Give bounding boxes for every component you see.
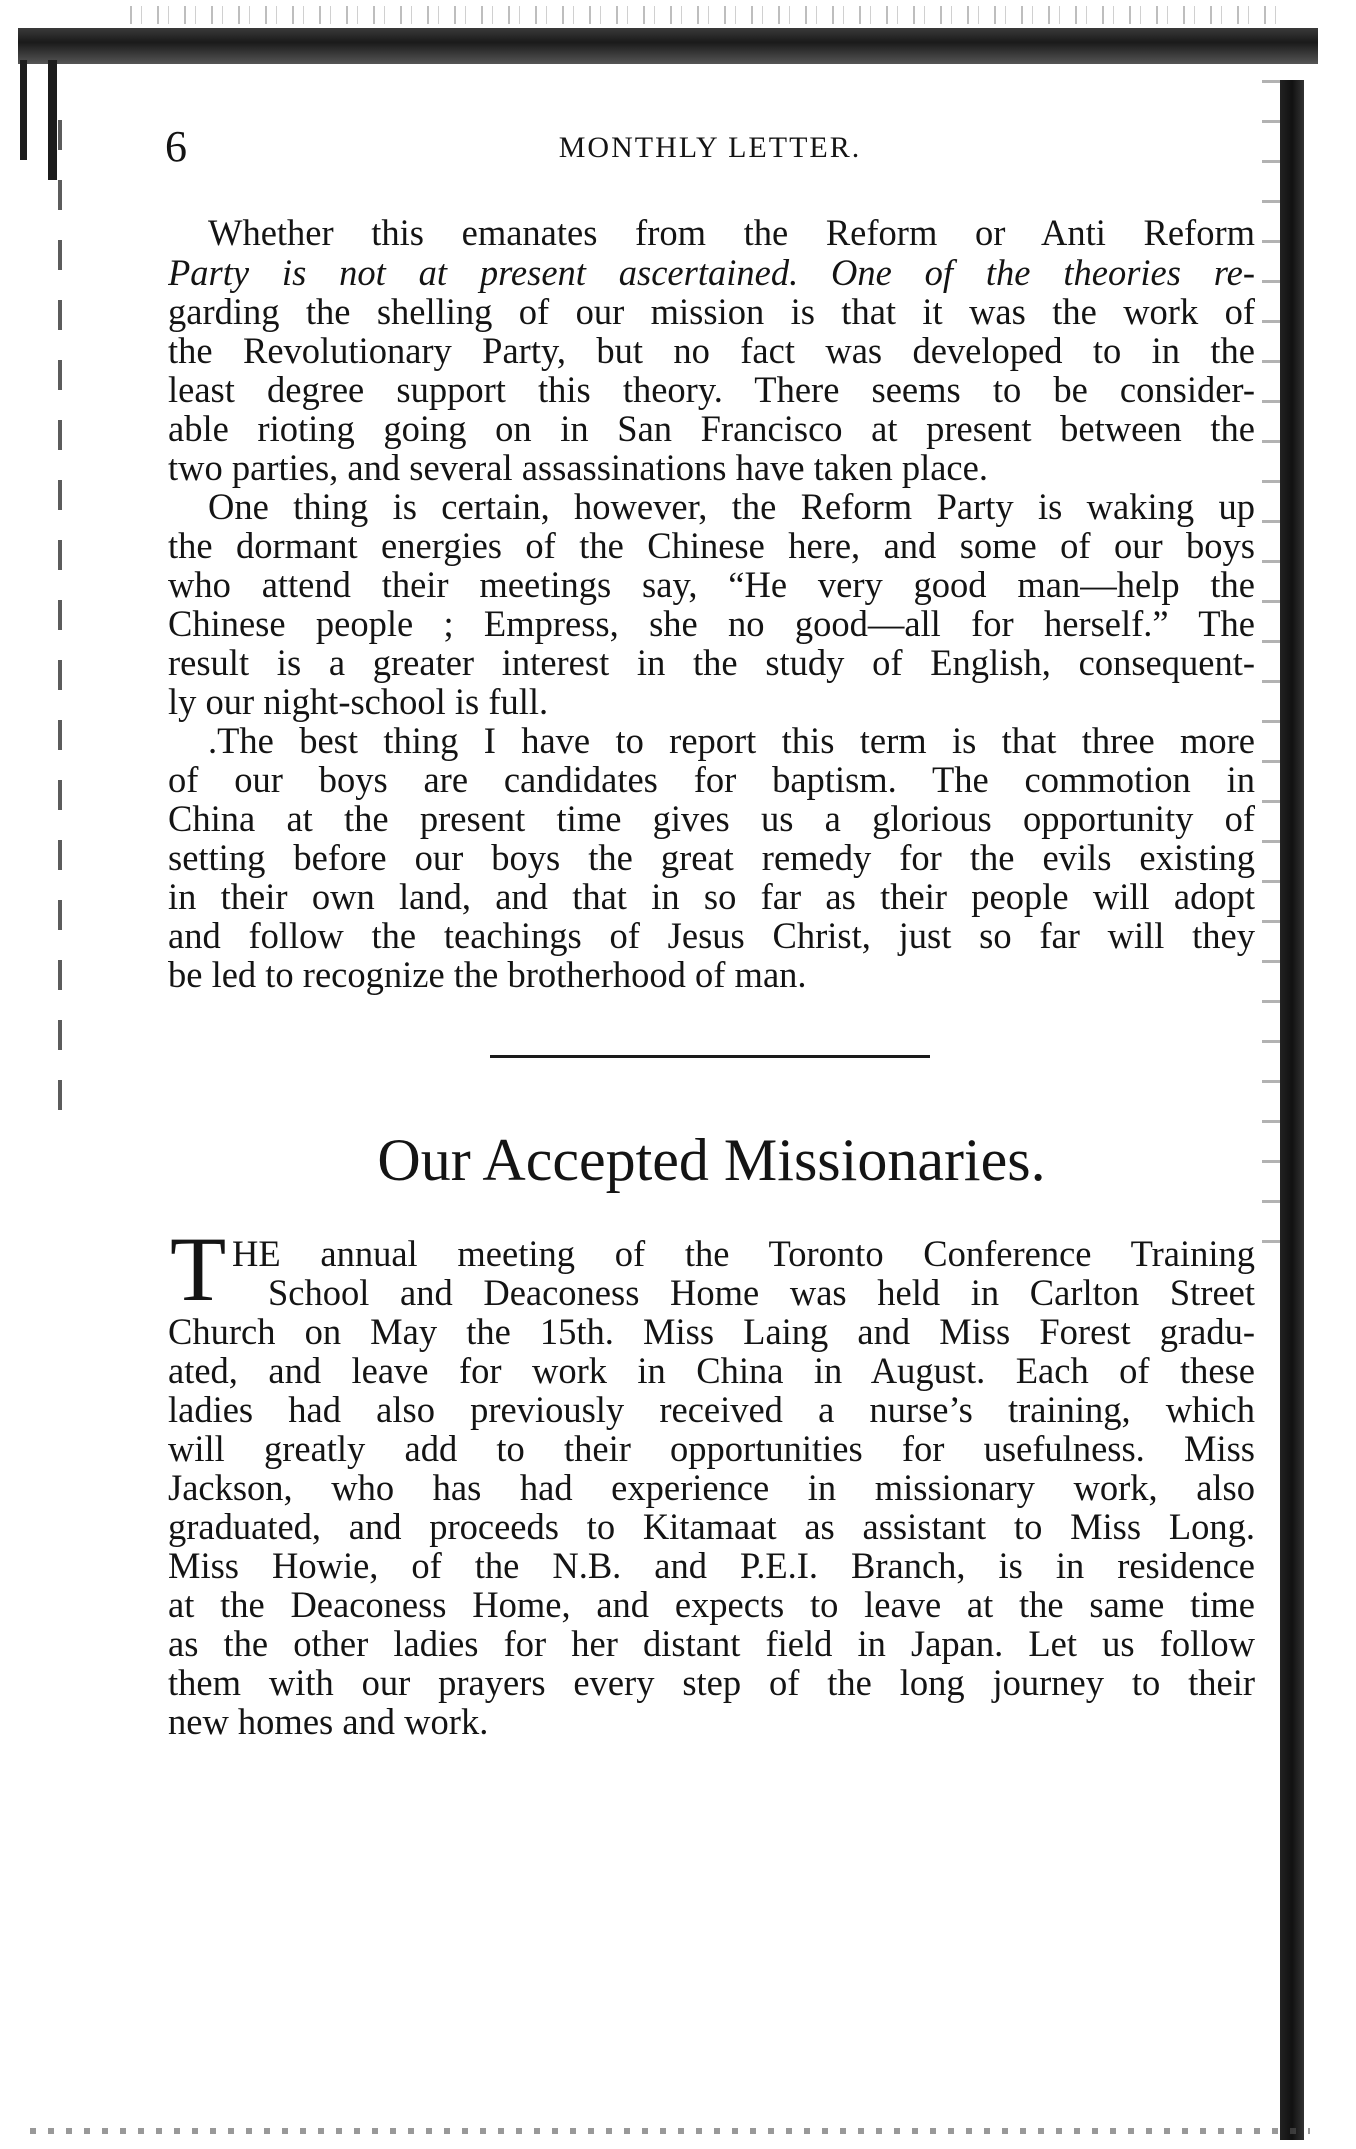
text-line: Church on May the 15th. Miss Laing and Miss Forest gradu- (168, 1312, 1255, 1352)
text-line: the dormant energies of the Chinese here, and some of our boys (168, 526, 1255, 566)
text-line: Chinese people ; Empress, she no good—all for herself.” The (168, 604, 1255, 644)
text-line: new homes and work. (168, 1702, 489, 1742)
scan-edge-left-dashes (58, 120, 62, 1120)
text-line: .The best thing I have to report this term is that three more (208, 721, 1255, 761)
scan-edge-left (20, 60, 27, 160)
text-line: be led to recognize the brotherhood of man. (168, 955, 807, 995)
text-line: School and Deaconess Home was held in Carlton Street (268, 1273, 1255, 1313)
text-line: and follow the teachings of Jesus Christ, just so far will they (168, 916, 1255, 956)
text-line: One thing is certain, however, the Reform Party is waking up (208, 487, 1255, 527)
text-line: Party is not at present ascertained. One of the theories re- (168, 253, 1255, 293)
page-header (165, 122, 1255, 172)
text-line: China at the present time gives us a glorious opportunity of (168, 799, 1255, 839)
scan-edge-bottom (30, 2128, 1310, 2134)
text-line: two parties, and several assassinations have taken place. (168, 448, 988, 488)
text-line: ly our night-school is full. (168, 682, 549, 722)
text-line: at the Deaconess Home, and expects to leave at the same time (168, 1585, 1255, 1625)
section-divider (490, 1055, 930, 1058)
text-line: setting before our boys the great remedy for the evils existing (168, 838, 1255, 878)
text-line: Miss Howie, of the N.B. and P.E.I. Branch, is in residence (168, 1546, 1255, 1586)
text-line: able rioting going on in San Francisco at present between the (168, 409, 1255, 449)
text-line: HE annual meeting of the Toronto Conference Training (232, 1234, 1255, 1274)
text-line: ated, and leave for work in China in August. Each of these (168, 1351, 1255, 1391)
text-line: ladies had also previously received a nurse’s training, which (168, 1390, 1255, 1430)
text-line: as the other ladies for her distant field in Japan. Let us follow (168, 1624, 1255, 1664)
scan-speckle-top (130, 6, 1280, 24)
text-line: Whether this emanates from the Reform or Anti Reform (208, 213, 1255, 253)
section-title: Our Accepted Missionaries. (377, 1127, 1046, 1193)
scan-edge-top (18, 28, 1318, 64)
text-line: least degree support this theory. There seems to be consider- (168, 370, 1255, 410)
drop-cap: T (170, 1218, 227, 1320)
text-line: them with our prayers every step of the long journey to their (168, 1663, 1255, 1703)
running-title: MONTHLY LETTER. (558, 131, 862, 164)
scan-edge-right (1280, 80, 1304, 2140)
text-line: who attend their meetings say, “He very good man—help the (168, 565, 1255, 605)
text-line: Jackson, who has had experience in missionary work, also (168, 1468, 1255, 1508)
scan-edge-left-inner (48, 60, 57, 180)
text-line: of our boys are candidates for baptism. The commotion in (168, 760, 1255, 800)
text-line: result is a greater interest in the study of English, consequent- (168, 643, 1255, 683)
scan-speckle-right (1262, 80, 1280, 1280)
page-number: 6 (165, 122, 187, 171)
text-line: garding the shelling of our mission is that it was the work of (168, 292, 1255, 332)
text-line: will greatly add to their opportunities for usefulness. Miss (168, 1429, 1255, 1469)
text-line: in their own land, and that in so far as their people will adopt (168, 877, 1255, 917)
text-line: graduated, and proceeds to Kitamaat as assistant to Miss Long. (168, 1507, 1255, 1547)
text-line: the Revolutionary Party, but no fact was developed to in the (168, 331, 1255, 371)
